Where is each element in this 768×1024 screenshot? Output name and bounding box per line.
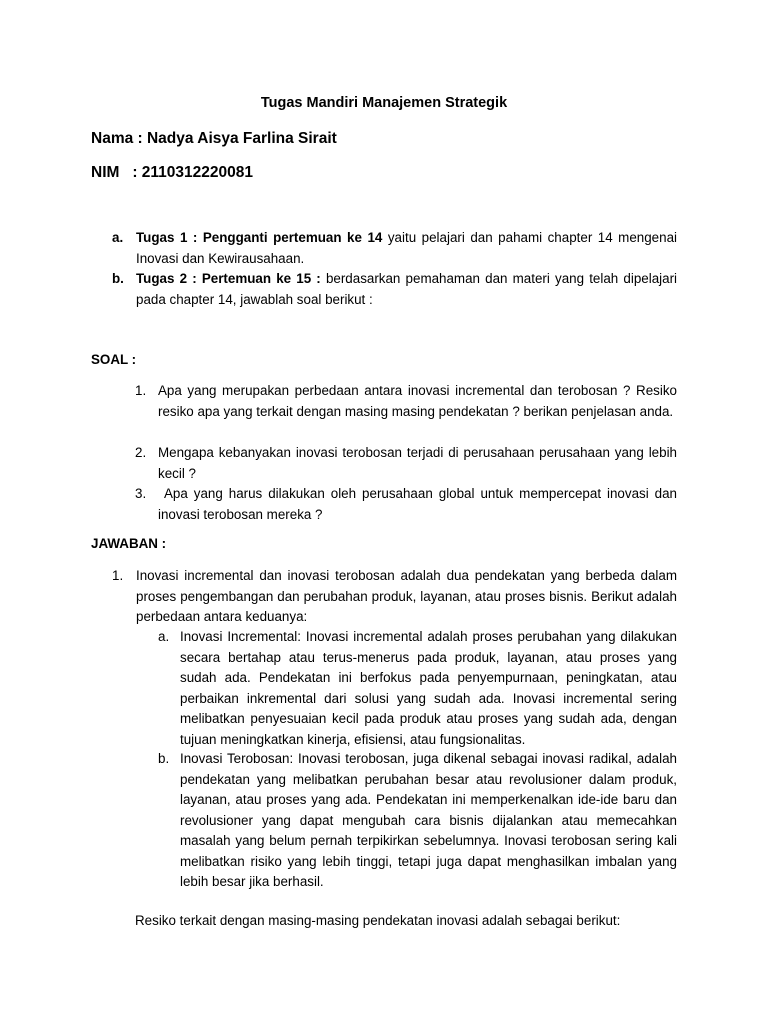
- soal-text: Mengapa kebanyakan inovasi terobosan terjadi di perusahaan perusahaan yang lebih kecil ?: [158, 445, 677, 481]
- soal-item-3: [135, 484, 681, 525]
- document-title: Tugas Mandiri Manajemen Strategik: [260, 95, 508, 111]
- task-text: [136, 269, 677, 310]
- task-label: Tugas 1 : Pengganti pertemuan ke 14: [136, 230, 383, 245]
- task-description: yaitu pelajari dan pahami chapter 14 mengenai Inovasi dan Kewirausahaan.: [136, 230, 677, 266]
- sub-marker: b.: [158, 751, 170, 766]
- student-name: Nama : Nadya Aisya Farlina Sirait: [91, 130, 337, 147]
- task-marker: b.: [112, 271, 124, 286]
- jawaban-marker: 1.: [112, 568, 124, 583]
- task-description: berdasarkan pemahaman dan materi yang telah dipelajari pada chapter 14, jawablah soal berikut :: [136, 271, 678, 307]
- sub-marker: a.: [158, 629, 170, 644]
- task-text: [136, 228, 677, 269]
- jawaban-sub-a: [158, 627, 677, 750]
- jawaban-item-1: [112, 566, 677, 628]
- task-item-b: [112, 269, 677, 310]
- task-marker: a.: [112, 230, 124, 245]
- student-nim: NIM : 2110312220081: [91, 164, 254, 181]
- jawaban-heading: JAWABAN :: [91, 536, 167, 551]
- task-item-a: [112, 228, 677, 269]
- soal-marker: 1.: [135, 383, 147, 398]
- soal-heading: SOAL :: [91, 352, 137, 367]
- soal-item-1: [135, 381, 677, 422]
- soal-marker: 2.: [135, 445, 147, 460]
- task-label: Tugas 2 : Pertemuan ke 15 :: [136, 271, 321, 286]
- sub-text: Inovasi Terobosan: Inovasi terobosan, juga dikenal sebagai inovasi radikal, adalah pendekatan yang melibatkan perubahan besar atau revolusioner dalam produk, layanan, atau proses yang ada. Pendekatan ini memperkenalkan ide-ide baru dan revolusioner yang dapat mengubah cara bisnis dijalankan atau memecahkan masalah yang belum pernah terpikirkan sebelumnya. Inovasi terobosan sering kali melibatkan risiko yang lebih tinggi, tetapi juga dapat menghasilkan imbalan yang lebih besar jika berhasil.: [180, 751, 677, 889]
- risk-intro: Resiko terkait dengan masing-masing pendekatan inovasi adalah sebagai berikut:: [135, 913, 621, 928]
- soal-item-2: [135, 443, 677, 484]
- sub-text: Inovasi Incremental: Inovasi incremental adalah proses perubahan yang dilakukan secara bertahap atau terus-menerus pada produk, layanan, atau proses yang sudah ada. Pendekatan ini berfokus pada penyempurnaan, peningkatan, atau perbaikan inkremental dari solusi yang sudah ada. Inovasi incremental sering melibatkan penyesuaian kecil pada produk atau proses yang sudah ada, dengan tujuan meningkatkan kinerja, efisiensi, atau fungsionalitas.: [180, 629, 677, 747]
- jawaban-sub-b: [158, 749, 677, 893]
- jawaban-text: Inovasi incremental dan inovasi terobosan adalah dua pendekatan yang berbeda dalam proses pengembangan dan perubahan produk, layanan, atau proses bisnis. Berikut adalah perbedaan antara keduanya:: [136, 568, 677, 624]
- soal-marker: 3.: [135, 486, 147, 501]
- soal-text: Apa yang harus dilakukan oleh perusahaan global untuk mempercepat inovasi dan inovasi terobosan mereka ?: [158, 486, 681, 522]
- soal-text: Apa yang merupakan perbedaan antara inovasi incremental dan terobosan ? Resiko resiko apa yang terkait dengan masing masing pendekatan ? berikan penjelasan anda.: [158, 383, 677, 419]
